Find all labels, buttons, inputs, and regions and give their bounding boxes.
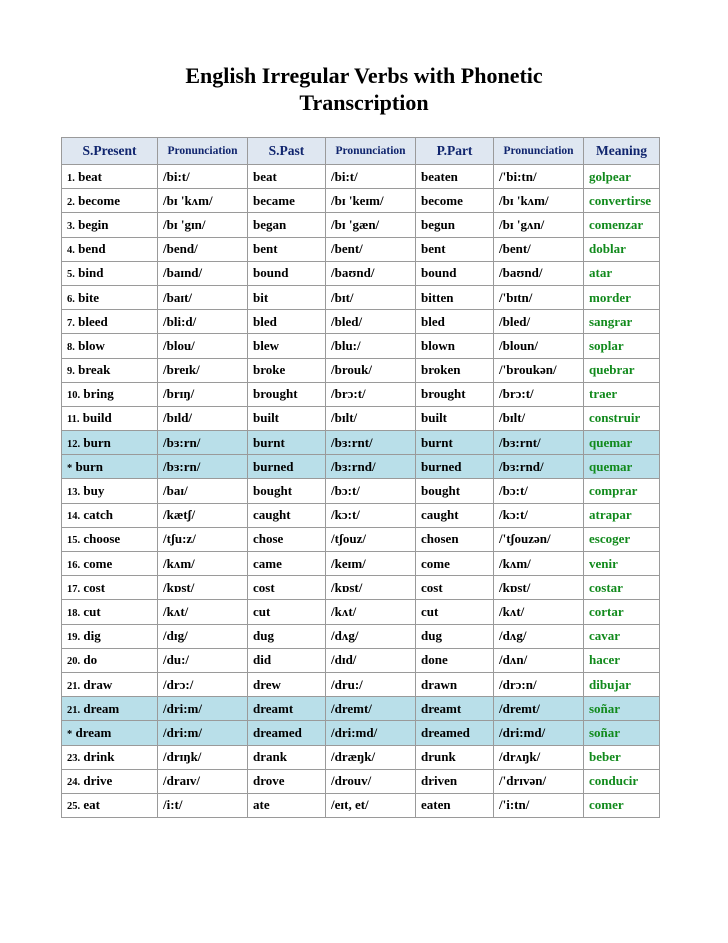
- meaning-cell: comenzar: [584, 213, 660, 237]
- past-cell: blew: [248, 334, 326, 358]
- present-pronunciation-cell: /baɪ/: [158, 479, 248, 503]
- present-pronunciation-cell: /bɜ:rn/: [158, 455, 248, 479]
- meaning-cell: quebrar: [584, 358, 660, 382]
- table-row: [62, 431, 660, 455]
- past-cell: beat: [248, 165, 326, 189]
- verb-cell: [62, 455, 158, 479]
- table-row: [62, 479, 660, 503]
- past-cell: bent: [248, 237, 326, 261]
- participle-cell: drawn: [416, 672, 494, 696]
- table-row: [62, 406, 660, 430]
- table-row: [62, 334, 660, 358]
- participle-pronunciation-cell: /dremt/: [494, 697, 584, 721]
- past-cell: broke: [248, 358, 326, 382]
- participle-pronunciation-cell: /'i:tn/: [494, 793, 584, 817]
- row-number: 17.: [67, 583, 81, 595]
- table-row: [62, 672, 660, 696]
- past-pronunciation-cell: /kɒst/: [326, 576, 416, 600]
- verb-cell: [62, 697, 158, 721]
- participle-pronunciation-cell: /'tʃouzən/: [494, 527, 584, 551]
- participle-cell: done: [416, 648, 494, 672]
- table-row: [62, 769, 660, 793]
- table-row: [62, 648, 660, 672]
- verb-cell: [62, 310, 158, 334]
- present-pronunciation-cell: /drɔ:/: [158, 672, 248, 696]
- verb-cell: [62, 237, 158, 261]
- table-row: [62, 721, 660, 745]
- verb-label: eat: [83, 797, 100, 813]
- participle-pronunciation-cell: /'bɪtn/: [494, 285, 584, 309]
- table-row: [62, 600, 660, 624]
- table-row: [62, 624, 660, 648]
- past-cell: dug: [248, 624, 326, 648]
- row-number: 12.: [67, 438, 81, 450]
- participle-cell: built: [416, 406, 494, 430]
- participle-pronunciation-cell: /bled/: [494, 310, 584, 334]
- meaning-cell: hacer: [584, 648, 660, 672]
- row-number: 7.: [67, 317, 75, 329]
- table-row: [62, 213, 660, 237]
- verb-label: dream: [83, 700, 120, 716]
- header-pronunciation-present: Pronunciation: [158, 138, 248, 165]
- past-pronunciation-cell: /bɪt/: [326, 285, 416, 309]
- verb-label: do: [83, 652, 98, 668]
- meaning-cell: morder: [584, 285, 660, 309]
- participle-pronunciation-cell: /kɒst/: [494, 576, 584, 600]
- row-number: 16.: [67, 559, 81, 571]
- verb-label: cut: [83, 603, 101, 619]
- present-pronunciation-cell: /i:t/: [158, 793, 248, 817]
- past-pronunciation-cell: /kʌt/: [326, 600, 416, 624]
- past-cell: dreamt: [248, 697, 326, 721]
- table-body: [62, 165, 660, 818]
- meaning-cell: venir: [584, 552, 660, 576]
- past-pronunciation-cell: /bɪ 'keɪm/: [326, 189, 416, 213]
- verb-cell: [62, 576, 158, 600]
- present-pronunciation-cell: /brɪŋ/: [158, 382, 248, 406]
- verb-label: dig: [83, 628, 101, 644]
- participle-pronunciation-cell: /bɔ:t/: [494, 479, 584, 503]
- verb-label: dream: [75, 724, 112, 740]
- participle-cell: dreamt: [416, 697, 494, 721]
- row-number: 9.: [67, 366, 75, 378]
- participle-pronunciation-cell: /brɔ:t/: [494, 382, 584, 406]
- participle-pronunciation-cell: /bloun/: [494, 334, 584, 358]
- past-cell: built: [248, 406, 326, 430]
- header-past-participle: P.Part: [416, 138, 494, 165]
- table-row: [62, 793, 660, 817]
- row-number: 10.: [67, 390, 81, 402]
- participle-pronunciation-cell: /bɪlt/: [494, 406, 584, 430]
- row-number: 21.: [67, 704, 81, 716]
- verb-cell: [62, 527, 158, 551]
- present-pronunciation-cell: /draɪv/: [158, 769, 248, 793]
- past-pronunciation-cell: /blu:/: [326, 334, 416, 358]
- past-cell: bit: [248, 285, 326, 309]
- table-row: [62, 527, 660, 551]
- participle-cell: bitten: [416, 285, 494, 309]
- past-pronunciation-cell: /tʃouz/: [326, 527, 416, 551]
- past-pronunciation-cell: /bɜ:rnd/: [326, 455, 416, 479]
- participle-cell: blown: [416, 334, 494, 358]
- past-pronunciation-cell: /kɔ:t/: [326, 503, 416, 527]
- row-number: 20.: [67, 656, 81, 668]
- past-pronunciation-cell: /keɪm/: [326, 552, 416, 576]
- past-pronunciation-cell: /bɪ 'gæn/: [326, 213, 416, 237]
- verb-cell: [62, 624, 158, 648]
- table-row: [62, 503, 660, 527]
- verb-cell: [62, 745, 158, 769]
- present-pronunciation-cell: /bli:d/: [158, 310, 248, 334]
- row-number: 5.: [67, 269, 75, 281]
- past-cell: drew: [248, 672, 326, 696]
- verb-label: bring: [83, 386, 114, 402]
- participle-pronunciation-cell: /'broukən/: [494, 358, 584, 382]
- verb-label: blow: [78, 337, 105, 353]
- table-row: [62, 576, 660, 600]
- header-pronunciation-participle: Pronunciation: [494, 138, 584, 165]
- past-cell: burnt: [248, 431, 326, 455]
- table-row: [62, 285, 660, 309]
- past-pronunciation-cell: /bɪlt/: [326, 406, 416, 430]
- participle-pronunciation-cell: /dri:md/: [494, 721, 584, 745]
- present-pronunciation-cell: /bend/: [158, 237, 248, 261]
- verb-label: drink: [83, 749, 115, 765]
- verb-cell: [62, 406, 158, 430]
- verb-cell: [62, 285, 158, 309]
- participle-pronunciation-cell: /bɪ 'gʌn/: [494, 213, 584, 237]
- past-pronunciation-cell: /bɔ:t/: [326, 479, 416, 503]
- participle-pronunciation-cell: /bɜ:rnd/: [494, 455, 584, 479]
- participle-cell: burned: [416, 455, 494, 479]
- table-row: [62, 310, 660, 334]
- verb-cell: [62, 165, 158, 189]
- participle-cell: broken: [416, 358, 494, 382]
- page-title: [0, 62, 728, 116]
- verb-label: begin: [78, 216, 109, 232]
- verb-label: become: [78, 192, 120, 208]
- meaning-cell: escoger: [584, 527, 660, 551]
- meaning-cell: cortar: [584, 600, 660, 624]
- meaning-cell: cavar: [584, 624, 660, 648]
- meaning-cell: comer: [584, 793, 660, 817]
- present-pronunciation-cell: /dri:m/: [158, 721, 248, 745]
- present-pronunciation-cell: /breɪk/: [158, 358, 248, 382]
- past-pronunciation-cell: /bɜ:rnt/: [326, 431, 416, 455]
- past-cell: dreamed: [248, 721, 326, 745]
- past-pronunciation-cell: /bi:t/: [326, 165, 416, 189]
- meaning-cell: soñar: [584, 697, 660, 721]
- participle-pronunciation-cell: /bɪ 'kʌm/: [494, 189, 584, 213]
- title-line-1: English Irregular Verbs with Phonetic: [185, 63, 543, 88]
- present-pronunciation-cell: /dri:m/: [158, 697, 248, 721]
- present-pronunciation-cell: /kʌt/: [158, 600, 248, 624]
- header-simple-past: S.Past: [248, 138, 326, 165]
- verb-cell: [62, 600, 158, 624]
- row-number: *: [67, 462, 73, 474]
- header-pronunciation-past: Pronunciation: [326, 138, 416, 165]
- past-pronunciation-cell: /dræŋk/: [326, 745, 416, 769]
- past-cell: became: [248, 189, 326, 213]
- participle-pronunciation-cell: /drɔ:n/: [494, 672, 584, 696]
- participle-cell: beaten: [416, 165, 494, 189]
- present-pronunciation-cell: /drɪŋk/: [158, 745, 248, 769]
- past-pronunciation-cell: /dʌg/: [326, 624, 416, 648]
- past-cell: began: [248, 213, 326, 237]
- past-cell: ate: [248, 793, 326, 817]
- participle-cell: bled: [416, 310, 494, 334]
- table-row: [62, 552, 660, 576]
- meaning-cell: sangrar: [584, 310, 660, 334]
- participle-cell: burnt: [416, 431, 494, 455]
- table-row: [62, 189, 660, 213]
- verb-cell: [62, 189, 158, 213]
- past-cell: bled: [248, 310, 326, 334]
- meaning-cell: soñar: [584, 721, 660, 745]
- participle-cell: driven: [416, 769, 494, 793]
- meaning-cell: doblar: [584, 237, 660, 261]
- past-cell: came: [248, 552, 326, 576]
- past-cell: bought: [248, 479, 326, 503]
- present-pronunciation-cell: /blou/: [158, 334, 248, 358]
- past-pronunciation-cell: /eɪt, et/: [326, 793, 416, 817]
- past-pronunciation-cell: /dru:/: [326, 672, 416, 696]
- verb-cell: [62, 503, 158, 527]
- row-number: 8.: [67, 341, 75, 353]
- present-pronunciation-cell: /baɪt/: [158, 285, 248, 309]
- meaning-cell: quemar: [584, 455, 660, 479]
- meaning-cell: atar: [584, 261, 660, 285]
- row-number: 1.: [67, 172, 75, 184]
- row-number: 24.: [67, 777, 81, 789]
- verb-label: cost: [83, 579, 106, 595]
- verb-cell: [62, 648, 158, 672]
- meaning-cell: costar: [584, 576, 660, 600]
- verb-label: build: [82, 410, 112, 426]
- verb-label: bite: [78, 289, 100, 305]
- past-pronunciation-cell: /dremt/: [326, 697, 416, 721]
- table-row: [62, 237, 660, 261]
- row-number: 3.: [67, 220, 75, 232]
- verb-label: burn: [75, 458, 103, 474]
- present-pronunciation-cell: /baɪnd/: [158, 261, 248, 285]
- header-simple-present: S.Present: [62, 138, 158, 165]
- meaning-cell: beber: [584, 745, 660, 769]
- verb-label: bleed: [78, 313, 108, 329]
- participle-cell: brought: [416, 382, 494, 406]
- verb-label: bind: [78, 265, 104, 281]
- table-row: [62, 382, 660, 406]
- present-pronunciation-cell: /bɜ:rn/: [158, 431, 248, 455]
- table-row: [62, 358, 660, 382]
- meaning-cell: atrapar: [584, 503, 660, 527]
- past-cell: caught: [248, 503, 326, 527]
- past-pronunciation-cell: /bled/: [326, 310, 416, 334]
- past-pronunciation-cell: /drouv/: [326, 769, 416, 793]
- participle-cell: bound: [416, 261, 494, 285]
- verb-label: come: [83, 555, 113, 571]
- meaning-cell: quemar: [584, 431, 660, 455]
- present-pronunciation-cell: /bɪ 'gɪn/: [158, 213, 248, 237]
- present-pronunciation-cell: /kɒst/: [158, 576, 248, 600]
- participle-pronunciation-cell: /bent/: [494, 237, 584, 261]
- verb-label: burn: [83, 434, 111, 450]
- past-cell: did: [248, 648, 326, 672]
- participle-pronunciation-cell: /'drɪvən/: [494, 769, 584, 793]
- meaning-cell: golpear: [584, 165, 660, 189]
- row-number: 14.: [67, 511, 81, 523]
- participle-cell: bought: [416, 479, 494, 503]
- participle-cell: dreamed: [416, 721, 494, 745]
- verb-label: choose: [83, 531, 121, 547]
- participle-pronunciation-cell: /drʌŋk/: [494, 745, 584, 769]
- participle-cell: begun: [416, 213, 494, 237]
- past-cell: drove: [248, 769, 326, 793]
- present-pronunciation-cell: /bi:t/: [158, 165, 248, 189]
- verb-cell: [62, 552, 158, 576]
- row-number: 11.: [67, 414, 80, 426]
- row-number: *: [67, 728, 73, 740]
- present-pronunciation-cell: /kʌm/: [158, 552, 248, 576]
- table-row: [62, 745, 660, 769]
- row-number: 4.: [67, 245, 75, 257]
- present-pronunciation-cell: /bɪld/: [158, 406, 248, 430]
- participle-cell: dug: [416, 624, 494, 648]
- participle-cell: eaten: [416, 793, 494, 817]
- past-pronunciation-cell: /brouk/: [326, 358, 416, 382]
- meaning-cell: conducir: [584, 769, 660, 793]
- participle-cell: cut: [416, 600, 494, 624]
- participle-pronunciation-cell: /kʌt/: [494, 600, 584, 624]
- row-number: 13.: [67, 487, 81, 499]
- verb-table: [61, 137, 660, 818]
- participle-cell: become: [416, 189, 494, 213]
- past-cell: drank: [248, 745, 326, 769]
- row-number: 6.: [67, 293, 75, 305]
- verb-cell: [62, 382, 158, 406]
- verb-label: break: [78, 362, 111, 378]
- past-cell: brought: [248, 382, 326, 406]
- verb-cell: [62, 721, 158, 745]
- meaning-cell: convertirse: [584, 189, 660, 213]
- meaning-cell: dibujar: [584, 672, 660, 696]
- participle-cell: cost: [416, 576, 494, 600]
- verb-label: beat: [78, 168, 102, 184]
- verb-label: catch: [83, 507, 113, 523]
- present-pronunciation-cell: /tʃu:z/: [158, 527, 248, 551]
- participle-cell: chosen: [416, 527, 494, 551]
- row-number: 23.: [67, 753, 81, 765]
- meaning-cell: soplar: [584, 334, 660, 358]
- table-row: [62, 697, 660, 721]
- verb-cell: [62, 261, 158, 285]
- verb-cell: [62, 672, 158, 696]
- past-pronunciation-cell: /bent/: [326, 237, 416, 261]
- verb-cell: [62, 431, 158, 455]
- verb-cell: [62, 213, 158, 237]
- verb-cell: [62, 769, 158, 793]
- header-meaning: Meaning: [584, 138, 660, 165]
- past-pronunciation-cell: /dri:md/: [326, 721, 416, 745]
- present-pronunciation-cell: /bɪ 'kʌm/: [158, 189, 248, 213]
- meaning-cell: comprar: [584, 479, 660, 503]
- present-pronunciation-cell: /dɪg/: [158, 624, 248, 648]
- verb-cell: [62, 793, 158, 817]
- participle-pronunciation-cell: /dʌg/: [494, 624, 584, 648]
- verb-label: bend: [78, 241, 106, 257]
- row-number: 2.: [67, 196, 75, 208]
- row-number: 19.: [67, 632, 81, 644]
- meaning-cell: construir: [584, 406, 660, 430]
- participle-pronunciation-cell: /bɜ:rnt/: [494, 431, 584, 455]
- verb-cell: [62, 334, 158, 358]
- participle-pronunciation-cell: /kʌm/: [494, 552, 584, 576]
- present-pronunciation-cell: /kætʃ/: [158, 503, 248, 527]
- past-pronunciation-cell: /brɔ:t/: [326, 382, 416, 406]
- participle-pronunciation-cell: /kɔ:t/: [494, 503, 584, 527]
- row-number: 18.: [67, 607, 81, 619]
- meaning-cell: traer: [584, 382, 660, 406]
- past-pronunciation-cell: /baʊnd/: [326, 261, 416, 285]
- table-row: [62, 261, 660, 285]
- title-line-2: Transcription: [299, 90, 429, 115]
- past-cell: chose: [248, 527, 326, 551]
- participle-cell: caught: [416, 503, 494, 527]
- verb-label: buy: [83, 483, 105, 499]
- verb-label: draw: [83, 676, 113, 692]
- past-pronunciation-cell: /dɪd/: [326, 648, 416, 672]
- past-cell: cut: [248, 600, 326, 624]
- participle-cell: drunk: [416, 745, 494, 769]
- table-row: [62, 455, 660, 479]
- verb-label: drive: [83, 773, 113, 789]
- participle-pronunciation-cell: /'bi:tn/: [494, 165, 584, 189]
- participle-cell: come: [416, 552, 494, 576]
- past-cell: cost: [248, 576, 326, 600]
- row-number: 21.: [67, 680, 81, 692]
- row-number: 15.: [67, 535, 81, 547]
- row-number: 25.: [67, 801, 81, 813]
- table-row: [62, 165, 660, 189]
- participle-pronunciation-cell: /baʊnd/: [494, 261, 584, 285]
- past-cell: burned: [248, 455, 326, 479]
- past-cell: bound: [248, 261, 326, 285]
- verb-cell: [62, 479, 158, 503]
- present-pronunciation-cell: /du:/: [158, 648, 248, 672]
- participle-cell: bent: [416, 237, 494, 261]
- participle-pronunciation-cell: /dʌn/: [494, 648, 584, 672]
- verb-cell: [62, 358, 158, 382]
- header-row: [62, 138, 660, 165]
